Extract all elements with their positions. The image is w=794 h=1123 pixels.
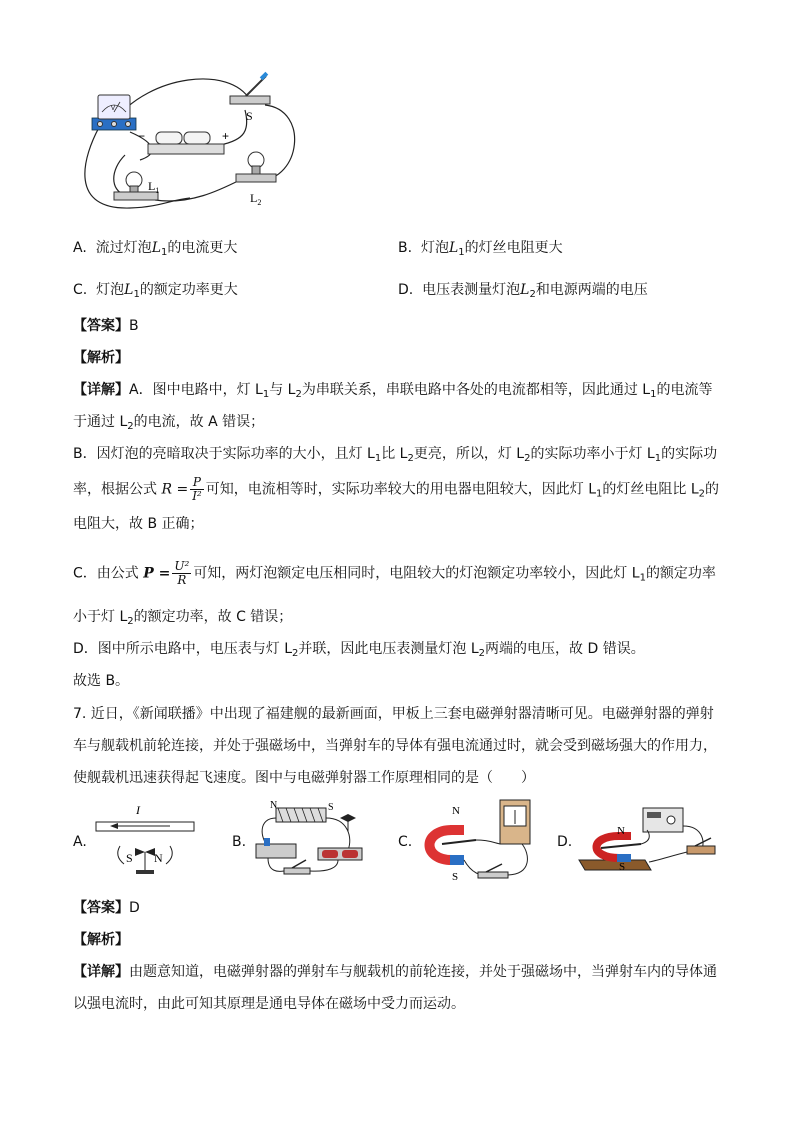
voltmeter-icon <box>92 95 136 130</box>
q6-detail-line9: 故选 B。 <box>73 673 130 689</box>
battery-icon <box>148 132 224 154</box>
q7-stem-line1: 7. 近日，《新闻联播》中出现了福建舰的最新画面，甲板上三套电磁弹射器清晰可见。电磁弹射器的弹射 <box>73 706 714 722</box>
option-a: A. 流过灯泡$L_1$的电流更大 <box>73 240 238 258</box>
pole-n-label: N <box>154 851 163 865</box>
formula-p-fraction: $\frac{\text{U²}}{R}$ <box>174 559 190 587</box>
q7-fig-c-letter: C. <box>398 834 413 850</box>
lamp2-label: $L_2$ <box>250 191 262 207</box>
pole-s-label: S <box>126 851 133 865</box>
battery-icon <box>318 848 362 860</box>
switch-icon <box>687 838 715 854</box>
q6-detail-line6: C．由公式 P = $\frac{\text{U²}}{R}$ 可知，两灯泡额定电压相同时，电阻较大的灯泡额定功率较小，因此灯 $L_1$的额定功率 <box>73 559 716 587</box>
q7-detail-line2: 以强电流时，由此可知其原理是通电导体在磁场中受力而运动。 <box>73 996 465 1012</box>
battery-minus-label: − <box>138 129 146 143</box>
solenoid-s-label: S <box>328 802 334 813</box>
switch-icon <box>284 860 310 874</box>
magnet-s-label: S <box>452 871 459 883</box>
q7-fig-a <box>90 800 200 880</box>
q6-detail-line2: 于通过 $L_2$的电流，故 A 错误； <box>73 414 265 432</box>
q7-fig-d <box>575 800 725 880</box>
switch-icon <box>230 72 270 104</box>
circuit-diagram <box>70 70 310 220</box>
q6-answer: 【答案】B <box>73 318 139 334</box>
q6-detail-line1: 【详解】A．图中电路中，灯 $L_1$与 $L_2$为串联关系，串联电路中各处的电流都相等，因此通过 $L_1$的电流等 <box>73 382 713 400</box>
q6-detail-line7: 小于灯 $L_2$的额定功率，故 C 错误； <box>73 609 293 627</box>
horseshoe-magnet-icon <box>430 825 477 865</box>
lamp2-icon <box>236 152 276 182</box>
formula-p-lhs: P = <box>143 565 171 582</box>
magnet-n-label: N <box>452 805 460 817</box>
rheostat-icon <box>256 838 296 858</box>
voltmeter-label: V <box>111 106 116 112</box>
current-label: I <box>136 803 140 817</box>
power-supply-icon <box>643 808 683 832</box>
q7-fig-b <box>248 798 378 884</box>
formula-r-fraction: $\frac{P}{\text{I²}}$ <box>192 475 202 503</box>
q7-analysis-heading: 【解析】 <box>73 932 129 948</box>
lamp1-label: $L_1$ <box>148 179 160 195</box>
battery-plus-label: + <box>222 129 230 143</box>
q6-detail-line5: 电阻大，故 B 正确； <box>73 516 204 532</box>
q7-detail-line1: 【详解】由题意知道，电磁弹射器的弹射车与舰载机的前轮连接，并处于强磁场中，当弹射车内的导体通 <box>73 964 717 980</box>
q7-answer: 【答案】D <box>73 900 140 916</box>
q7-stem-line2: 车与舰载机前轮连接，并处于强磁场中，当弹射车的导体有强电流通过时，就会受到磁场强大的作用力， <box>73 738 717 754</box>
option-d: D. 电压表测量灯泡$L_2$和电源两端的电压 <box>398 282 648 300</box>
magnet-s-label: S <box>619 861 626 873</box>
switch-icon <box>478 864 508 878</box>
q6-detail-line3: B．因灯泡的亮暗取决于实际功率的大小，且灯 $L_1$比 $L_2$更亮，所以，灯 $L_2$的实际功率小于灯 $L_1$的实际功 <box>73 446 718 464</box>
q7-fig-d-letter: D. <box>557 834 573 850</box>
switch-label: S <box>246 109 253 123</box>
q7-fig-a-letter: A. <box>73 834 87 850</box>
q7-fig-b-letter: B. <box>232 834 247 850</box>
q6-detail-line8: D．图中所示电路中，电压表与灯 $L_2$并联，因此电压表测量灯泡 $L_2$两端的电压，故 D 错误。 <box>73 641 645 659</box>
option-b: B. 灯泡$L_1$的灯丝电阻更大 <box>398 240 563 258</box>
solenoid-n-label: N <box>270 800 278 811</box>
galvanometer-icon <box>500 800 530 844</box>
q7-fig-c <box>412 794 542 886</box>
solenoid-icon <box>276 808 326 822</box>
q7-stem-line3: 使舰载机迅速获得起飞速度。图中与电磁弹射器工作原理相同的是（ ） <box>73 770 535 786</box>
q6-analysis-heading: 【解析】 <box>73 350 129 366</box>
formula-r-lhs: R = <box>161 481 189 498</box>
magnet-n-label: N <box>617 825 625 837</box>
q6-detail-line4: 率，根据公式 R = $\frac{P}{\text{I²}}$ 可知，电流相等时，实际功率较大的用电器电阻较大，因此灯 $L_1$的灯丝电阻比 $L_2$的 <box>73 475 719 503</box>
option-c: C. 灯泡$L_1$的额定功率更大 <box>73 282 238 300</box>
